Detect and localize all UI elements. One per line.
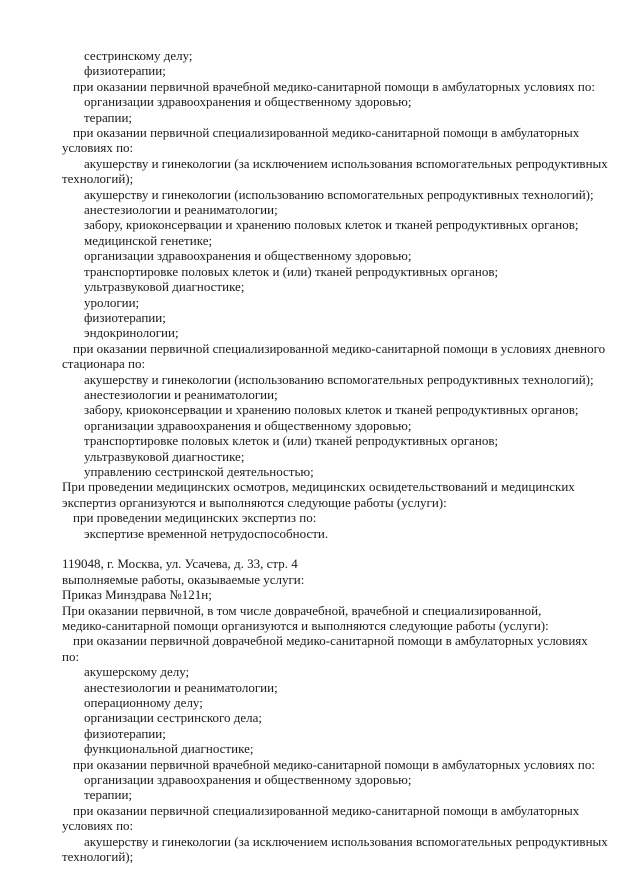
document-body [0,48,628,865]
document-line: условиях по: [62,818,134,834]
document-line: физиотерапии; [84,725,166,741]
document-line: медико-санитарной помощи организуются и выполняются следующие работы (услуги): [62,618,549,634]
document-line: организации здравоохранения и общественному здоровью; [84,772,412,788]
document-line: транспортировке половых клеток и (или) тканей репродуктивных органов; [84,263,499,279]
document-line: стационара по: [62,356,146,372]
document-line: организации здравоохранения и общественному здоровью; [84,248,412,264]
document-line: при оказании первичной специализированной медико-санитарной помощи в амбулаторных [73,125,580,141]
document-line: организации здравоохранения и общественному здоровью; [84,417,412,433]
document-line: ультразвуковой диагностике; [84,279,245,295]
document-line: анестезиологии и реаниматологии; [84,202,278,218]
document-line: При оказании первичной, в том числе доврачебной, врачебной и специализированной, [62,602,542,618]
document-line: экспертизе временной нетрудоспособности. [84,525,329,541]
document-line: функциональной диагностике; [84,741,254,757]
document-line: урологии; [84,294,140,310]
document-line: забору, криоконсервации и хранению половых клеток и тканей репродуктивных органов; [84,402,579,418]
document-line: терапии; [84,109,133,125]
document-line: организации здравоохранения и общественному здоровью; [84,94,412,110]
document-line: акушерскому делу; [84,664,190,680]
document-line: технологий); [62,849,134,865]
document-line: при оказании первичной доврачебной медико-санитарной помощи в амбулаторных условиях [73,633,588,649]
document-line: 119048, г. Москва, ул. Усачева, д. 33, стр. 4 [62,556,298,572]
document-line: При проведении медицинских осмотров, медицинских освидетельствований и медицинских [62,479,575,495]
document-line: при оказании первичной врачебной медико-санитарной помощи в амбулаторных условиях по: [73,78,595,94]
document-line: при оказании первичной специализированной медико-санитарной помощи в условиях дневного [73,340,606,356]
document-line [0,541,628,556]
document-line: при проведении медицинских экспертиз по: [73,510,317,526]
document-line: медицинской генетике; [84,232,213,248]
document-line: акушерству и гинекологии (использованию вспомогательных репродуктивных технологий); [84,371,594,387]
document-line: выполняемые работы, оказываемые услуги: [62,571,305,587]
document-line: физиотерапии; [84,309,166,325]
document-line: акушерству и гинекологии (использованию вспомогательных репродуктивных технологий); [84,186,594,202]
document-line: операционному делу; [84,695,203,711]
document-line: управлению сестринской деятельностью; [84,463,314,479]
document-line: организации сестринского дела; [84,710,263,726]
document-line: при оказании первичной специализированной медико-санитарной помощи в амбулаторных [73,802,580,818]
document-line: транспортировке половых клеток и (или) тканей репродуктивных органов; [84,433,499,449]
document-line: анестезиологии и реаниматологии; [84,386,278,402]
document-line: сестринскому делу; [84,48,193,63]
document-line: эндокринологии; [84,325,179,341]
document-line: терапии; [84,787,133,803]
document-line: ультразвуковой диагностике; [84,448,245,464]
document-line: по: [62,648,80,664]
document-line: условиях по: [62,140,134,156]
document-line: акушерству и гинекологии (за исключением использования вспомогательных репродуктивных [84,833,608,849]
document-line: акушерству и гинекологии (за исключением использования вспомогательных репродуктивных [84,155,608,171]
document-line: Приказ Минздрава №121н; [62,587,212,603]
document-line: экспертиз организуются и выполняются следующие работы (услуги): [62,494,447,510]
document-line: физиотерапии; [84,63,166,79]
document-line: анестезиологии и реаниматологии; [84,679,278,695]
document-line: технологий); [62,171,134,187]
document-line: при оказании первичной врачебной медико-санитарной помощи в амбулаторных условиях по: [73,756,595,772]
document-line: забору, криоконсервации и хранению половых клеток и тканей репродуктивных органов; [84,217,579,233]
